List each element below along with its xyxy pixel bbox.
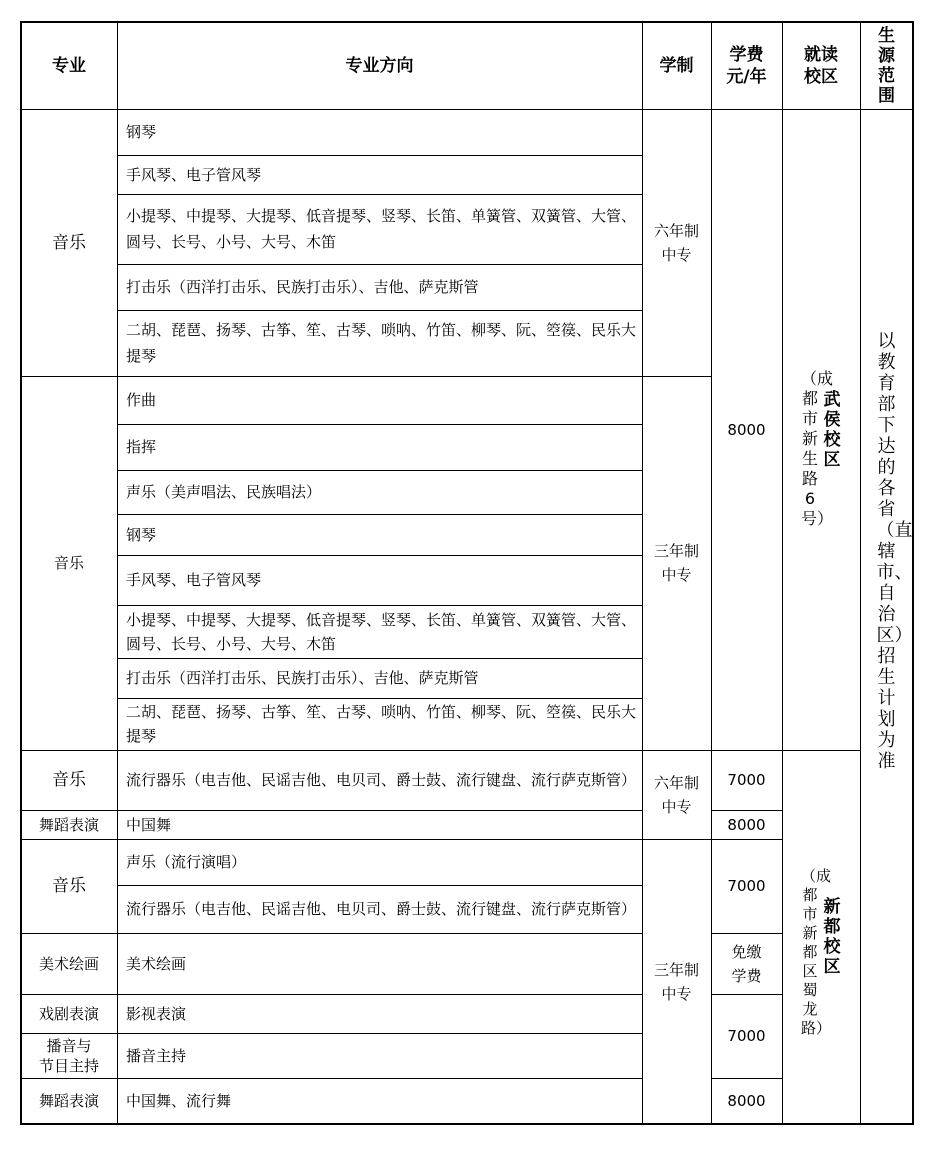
direction-cell: 指挥: [126, 438, 157, 456]
direction-cell: 声乐（流行演唱）: [126, 853, 247, 871]
direction-cell: 中国舞: [126, 815, 172, 834]
direction-cell: 流行器乐（电吉他、民谣吉他、电贝司、爵士鼓、流行键盘、流行萨克斯管）: [126, 771, 637, 789]
direction-cell: 二胡、琵琶、扬琴、古筝、笙、古琴、唢呐、竹笛、柳琴、阮、箜篌、民乐大提琴: [126, 321, 637, 365]
campus-name: 新都校区: [823, 897, 841, 977]
direction-cell: 打击乐（西洋打击乐、民族打击乐）、吉他、萨克斯管: [126, 669, 479, 687]
fee-value: 7000: [727, 1027, 766, 1045]
campus-address: （成都市新生路6号）: [801, 368, 834, 528]
direction-cell: 钢琴: [126, 123, 157, 141]
direction-cell: 美术绘画: [126, 954, 187, 973]
direction-cell: 中国舞、流行舞: [126, 1092, 232, 1110]
major-music-pop-six-year: 音乐: [52, 770, 86, 790]
direction-cell: 声乐（美声唱法、民族唱法）: [126, 483, 322, 501]
direction-cell: 小提琴、中提琴、大提琴、低音提琴、竖琴、长笛、单簧管、双簧管、大管、圆号、长号、小号、大号、木笛: [126, 610, 637, 653]
header-campus: 就读 校区: [804, 44, 838, 87]
direction-cell: 手风琴、电子管风琴: [126, 165, 262, 184]
fee-value: 8000: [727, 420, 766, 439]
header-direction: 专业方向: [345, 55, 414, 76]
campus-address: （成都市新都区蜀龙路）: [801, 866, 832, 1037]
major-dance-three-year: 舞蹈表演: [38, 1092, 99, 1110]
direction-cell: 播音主持: [126, 1046, 187, 1065]
major-drama: 戏剧表演: [38, 1004, 99, 1023]
direction-cell: 小提琴、中提琴、大提琴、低音提琴、竖琴、长笛、单簧管、双簧管、大管、圆号、长号、小号、大号、木笛: [126, 207, 637, 251]
fee-value: 8000: [727, 1092, 766, 1110]
campus-xindu: [782, 750, 860, 1124]
major-broadcasting: 播音与 节目主持: [38, 1036, 99, 1075]
direction-cell: 手风琴、电子管风琴: [126, 571, 262, 589]
fee-value: 7000: [727, 877, 766, 895]
header-duration: 学制: [659, 55, 694, 76]
header-fee: 学费 元/年: [726, 44, 767, 87]
direction-cell: 二胡、琵琶、扬琴、古筝、笙、古琴、唢呐、竹笛、柳琴、阮、箜篌、民乐大提琴: [126, 703, 637, 745]
fee-value: 免缴 学费: [731, 942, 762, 985]
header-major: 专业: [52, 55, 86, 76]
direction-cell: 打击乐（西洋打击乐、民族打击乐）、吉他、萨克斯管: [126, 278, 479, 296]
fee-value: 8000: [727, 815, 766, 834]
direction-cell: 钢琴: [126, 525, 157, 544]
major-dance-six-year: 舞蹈表演: [38, 815, 99, 834]
major-music-three-year: 音乐: [53, 554, 84, 572]
fee-value: 7000: [727, 771, 766, 789]
campus-name: 武侯校区: [823, 389, 841, 470]
header-source: 生源范围: [878, 25, 895, 106]
source-scope: 以教育部下达的各省（直辖市、自治区）招生计划为准: [876, 331, 913, 772]
duration-six-year: 六年制 中专: [653, 221, 699, 264]
direction-cell: 流行器乐（电吉他、民谣吉他、电贝司、爵士鼓、流行键盘、流行萨克斯管）: [126, 900, 637, 918]
major-fine-arts: 美术绘画: [38, 954, 99, 973]
duration-three-year: 三年制 中专: [653, 542, 699, 584]
major-music-six-year: 音乐: [52, 232, 86, 253]
direction-cell: 作曲: [126, 391, 157, 409]
duration-three-year: 三年制 中专: [653, 960, 699, 1003]
direction-cell: 影视表演: [126, 1004, 187, 1023]
major-music-pop-three-year: 音乐: [52, 876, 86, 896]
campus-wuhou: [782, 109, 860, 750]
duration-six-year: 六年制 中专: [653, 773, 699, 816]
